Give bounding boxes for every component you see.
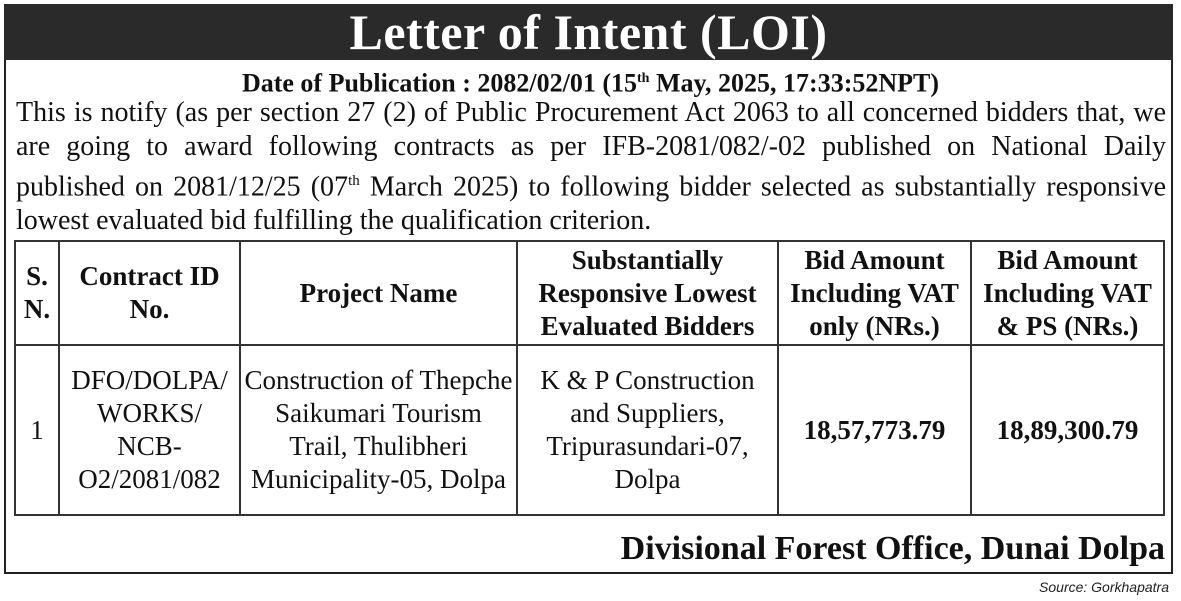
publication-date: Date of Publication : 2082/02/01 (15th May, 2025, 17:33:52NPT) (241, 68, 940, 98)
cell-contract-id: DFO/DOLPA/ WORKS/ NCB- O2/2081/082 (59, 345, 240, 515)
header-sn: S. N. (15, 241, 59, 345)
cell-bid-vat-ps: 18,89,300.79 (971, 345, 1164, 515)
table-row (15, 345, 1164, 515)
header-contract-id: Contract ID No. (59, 241, 240, 345)
table-header-row (15, 241, 1164, 345)
header-bidder: Substantially Responsive Lowest Evaluated Bidders (517, 241, 778, 345)
cell-sn: 1 (15, 345, 59, 515)
header-bid-vat-ps: Bid Amount Including VAT & PS (NRs.) (971, 241, 1164, 345)
header-project-name: Project Name (240, 241, 517, 345)
award-table (14, 240, 1165, 516)
notice-title: Letter of Intent (LOI) (4, 4, 1173, 60)
cell-project-name: Construction of Thepche Saikumari Tourism Trail, Thulibheri Municipality-05, Dolpa (240, 345, 517, 515)
cell-bid-vat: 18,57,773.79 (778, 345, 971, 515)
issuing-office: Divisional Forest Office, Dunai Dolpa (620, 530, 1165, 567)
header-bid-vat: Bid Amount Including VAT only (NRs.) (778, 241, 971, 345)
cell-bidder: K & P Construction and Suppliers, Tripurasundari-07, Dolpa (517, 345, 778, 515)
source-credit: Source: Gorkhapatra (1039, 579, 1169, 595)
intro-paragraph: This is notify (as per section 27 (2) of Public Procurement Act 2063 to all concerned bidders that, we are going to award following contracts as per IFB-2081/082/-02 published on National Daily published on 2081/12/25 (07th March 2025) to following bidder selected as substantially responsive lowest evaluated bid fulfilling the qualification criterion. (16, 97, 1166, 237)
